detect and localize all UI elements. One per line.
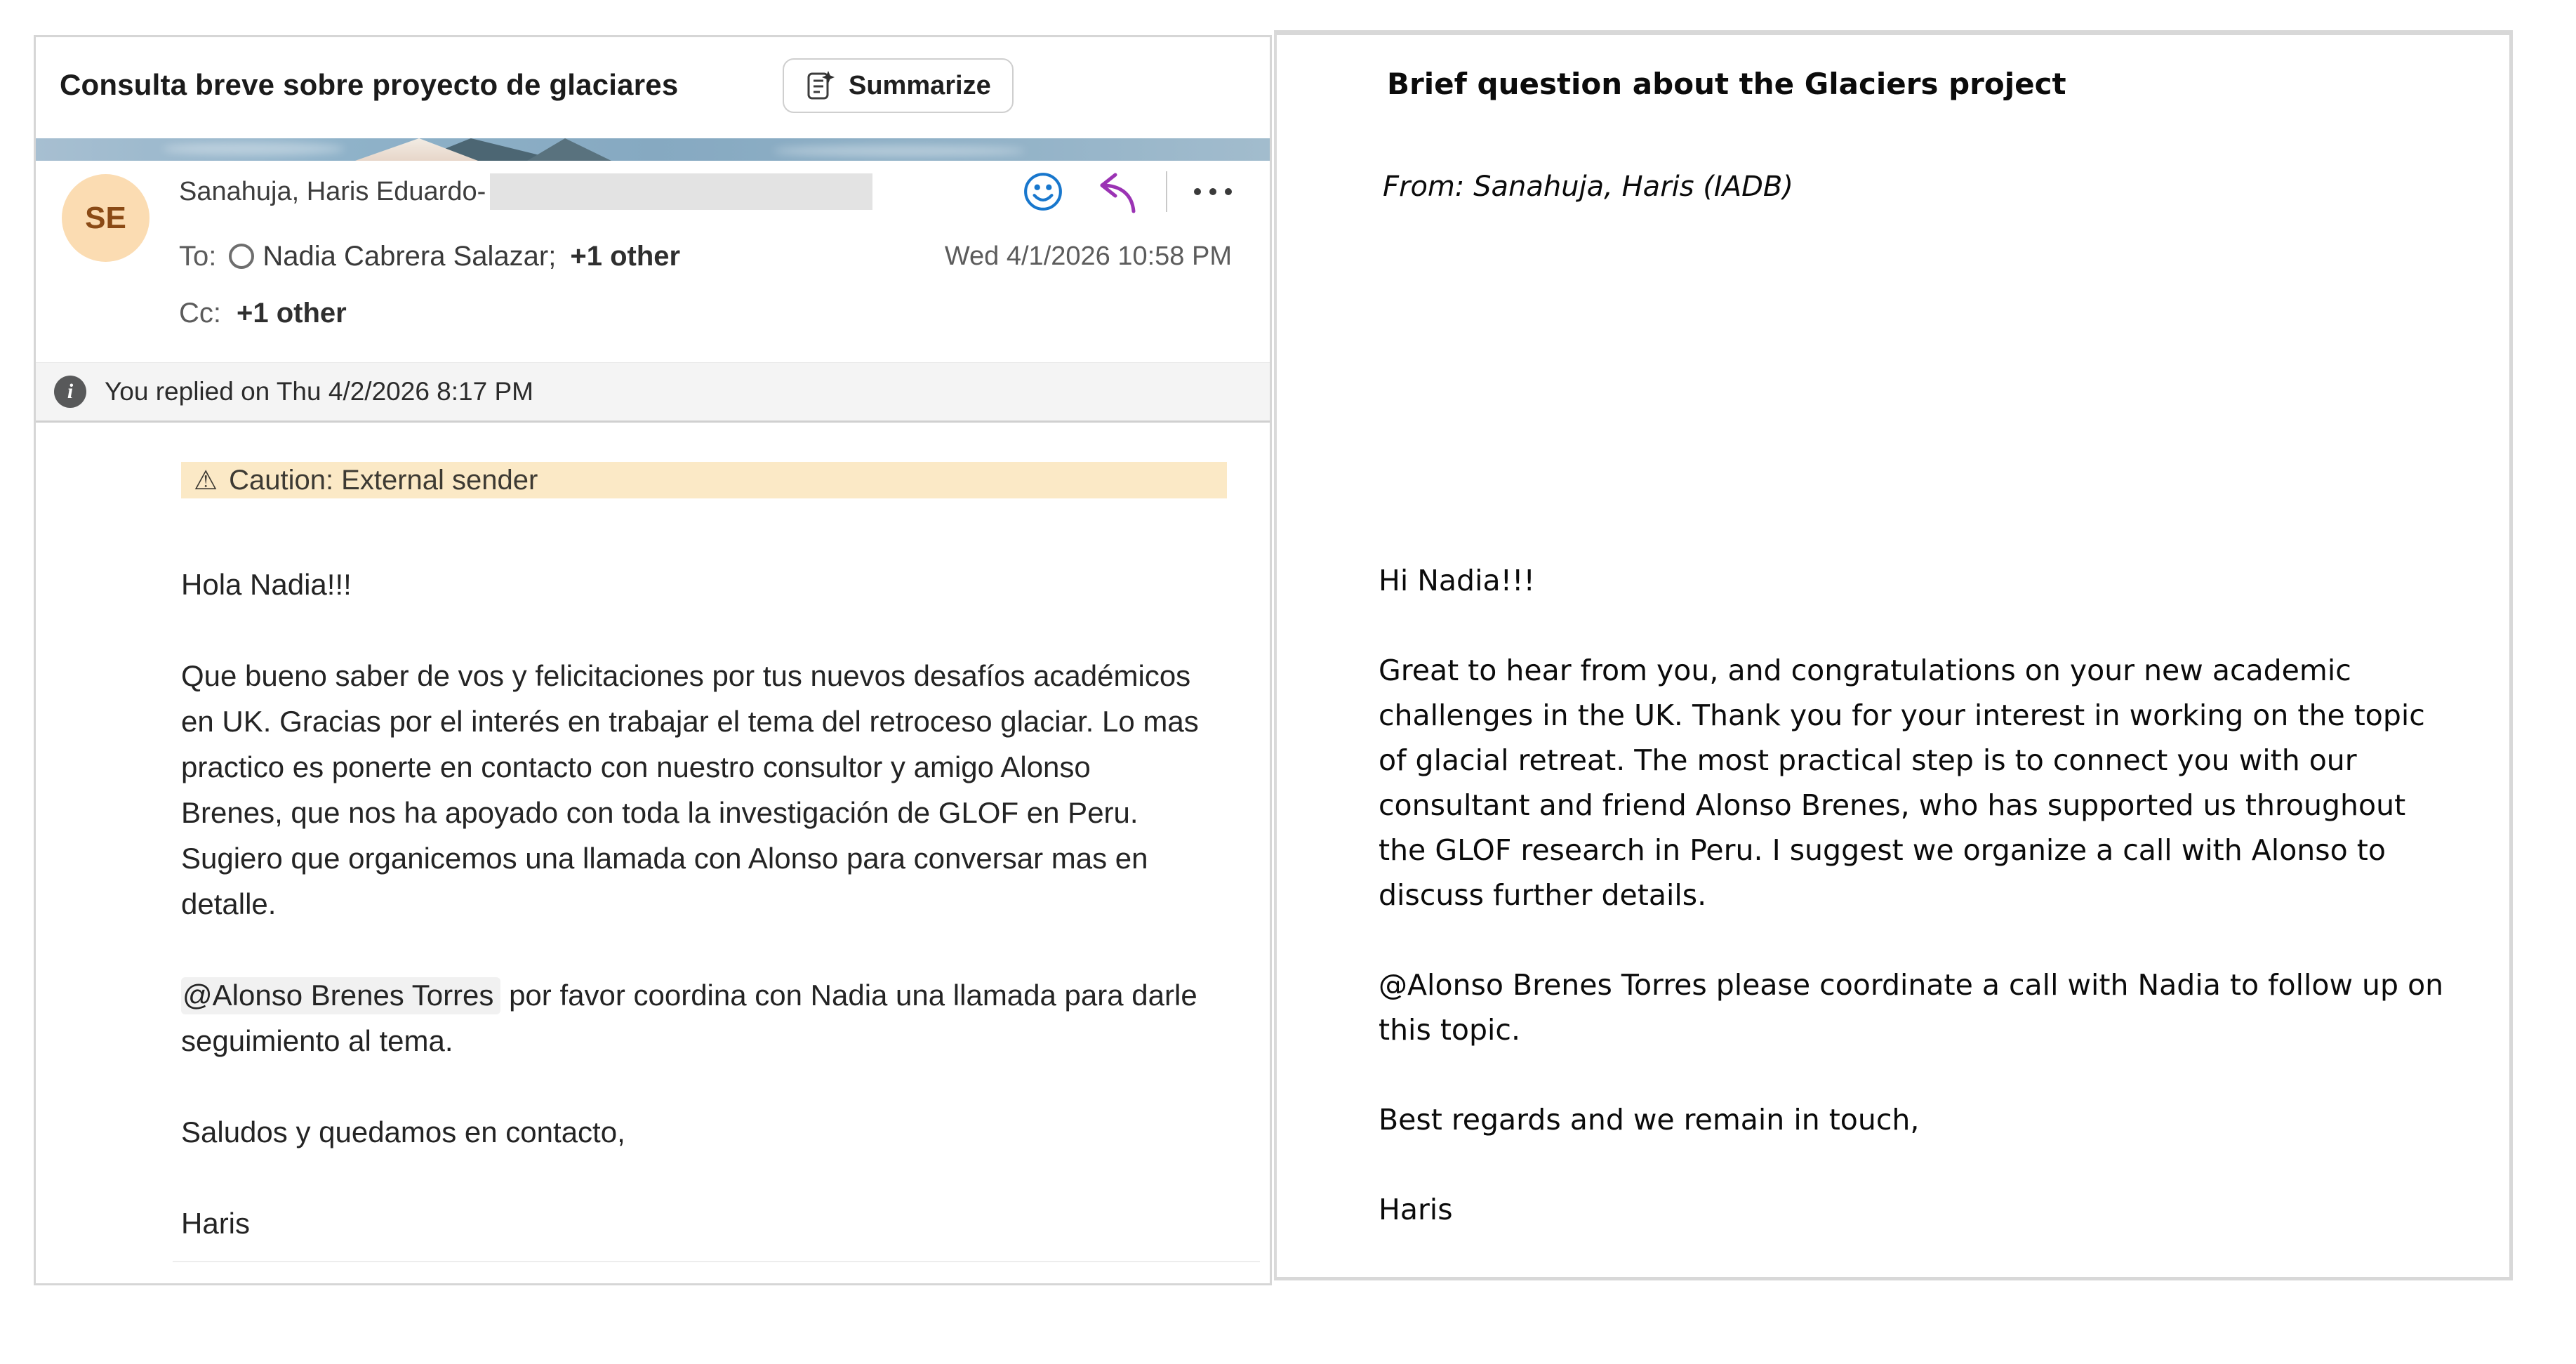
summarize-button[interactable] <box>783 58 1014 113</box>
cc-row <box>179 296 1232 331</box>
to-label: To: <box>179 240 217 272</box>
body-signature: Haris <box>181 1207 251 1240</box>
translation-body <box>1379 558 2446 1277</box>
toolbar-divider <box>1166 171 1167 212</box>
more-options-icon[interactable] <box>1194 188 1232 195</box>
replied-status-bar[interactable] <box>36 362 1270 423</box>
warning-icon: ⚠ <box>194 465 218 496</box>
recipient-name[interactable]: Nadia Cabrera Salazar; <box>263 240 557 272</box>
body-paragraph-2-text: por favor coordina con Nadia una llamada para darle seguimiento al tema. <box>181 979 1197 1057</box>
emoji-reaction-icon[interactable] <box>1023 171 1063 212</box>
person-icon <box>229 244 254 269</box>
email-subject: Consulta breve sobre proyecto de glaciares <box>60 68 679 101</box>
translation-paragraph-1: Great to hear from you, and congratulations on your new academic challenges in the UK. Thank you for your interest in working on the topic of glacial retreat. The most practical step is to connect you with our consultant and friend Alonso Brenes, who has supported us throughout the GLOF research in Peru. I suggest we organize a call with Alonso to discuss further details. <box>1379 654 2425 912</box>
translation-title: Brief question about the Glaciers project <box>1387 67 2066 101</box>
caution-text: Caution: External sender <box>229 464 538 496</box>
sender-avatar[interactable] <box>62 174 150 262</box>
message-date: Wed 4/1/2026 10:58 PM <box>944 241 1232 271</box>
cc-label: Cc: <box>179 297 221 329</box>
translation-closing: Best regards and we remain in touch, <box>1379 1103 1920 1137</box>
glacier-banner-image <box>36 138 1270 161</box>
translation-greeting: Hi Nadia!!! <box>1379 564 1535 597</box>
body-paragraph-2 <box>181 972 1199 1064</box>
message-actions <box>1023 169 1232 214</box>
reading-pane-divider <box>173 1261 1260 1262</box>
sender-initials: SE <box>85 200 126 235</box>
body-greeting: Hola Nadia!!! <box>181 568 352 601</box>
to-more-recipients[interactable]: +1 other <box>570 240 681 272</box>
summarize-label: Summarize <box>849 70 991 100</box>
email-reading-pane <box>34 35 1272 1285</box>
translation-panel <box>1274 30 2513 1280</box>
mountain-ridge-shape-2 <box>527 138 611 161</box>
body-paragraph-1: Que bueno saber de vos y felicitaciones por tus nuevos desafíos académicos en UK. Gracias por el interés en trabajar el tema del retroceso glaciar. Lo mas practico es ponerte en contacto con nuestro consultor y amigo Alonso Brenes, que nos ha apoyado con toda la investigación de GLOF en Peru. Sugiero que organicemos una llamada con Alonso para conversar mas en detalle. <box>181 659 1199 920</box>
translation-signature: Haris <box>1379 1193 1453 1226</box>
reply-icon[interactable] <box>1094 169 1139 214</box>
to-row <box>179 239 1232 274</box>
body-closing: Saludos y quedamos en contacto, <box>181 1115 625 1148</box>
translation-from-line: From: Sanahuja, Haris (IADB) <box>1383 171 1793 203</box>
translation-paragraph-2: @Alonso Brenes Torres please coordinate a call with Nadia to follow up on this topic. <box>1379 968 2444 1047</box>
email-body <box>181 462 1230 1292</box>
sender-name[interactable]: Sanahuja, Haris Eduardo- <box>179 176 486 206</box>
cc-more-recipients[interactable]: +1 other <box>237 297 347 329</box>
redacted-email-address <box>490 173 872 210</box>
mention-pill[interactable]: @Alonso Brenes Torres <box>181 977 500 1014</box>
replied-status-text: You replied on Thu 4/2/2026 8:17 PM <box>105 377 533 406</box>
sender-row <box>179 169 1232 214</box>
info-icon: i <box>54 376 86 408</box>
external-sender-caution-banner <box>181 462 1227 498</box>
summarize-doc-sparkle-icon <box>805 70 836 101</box>
